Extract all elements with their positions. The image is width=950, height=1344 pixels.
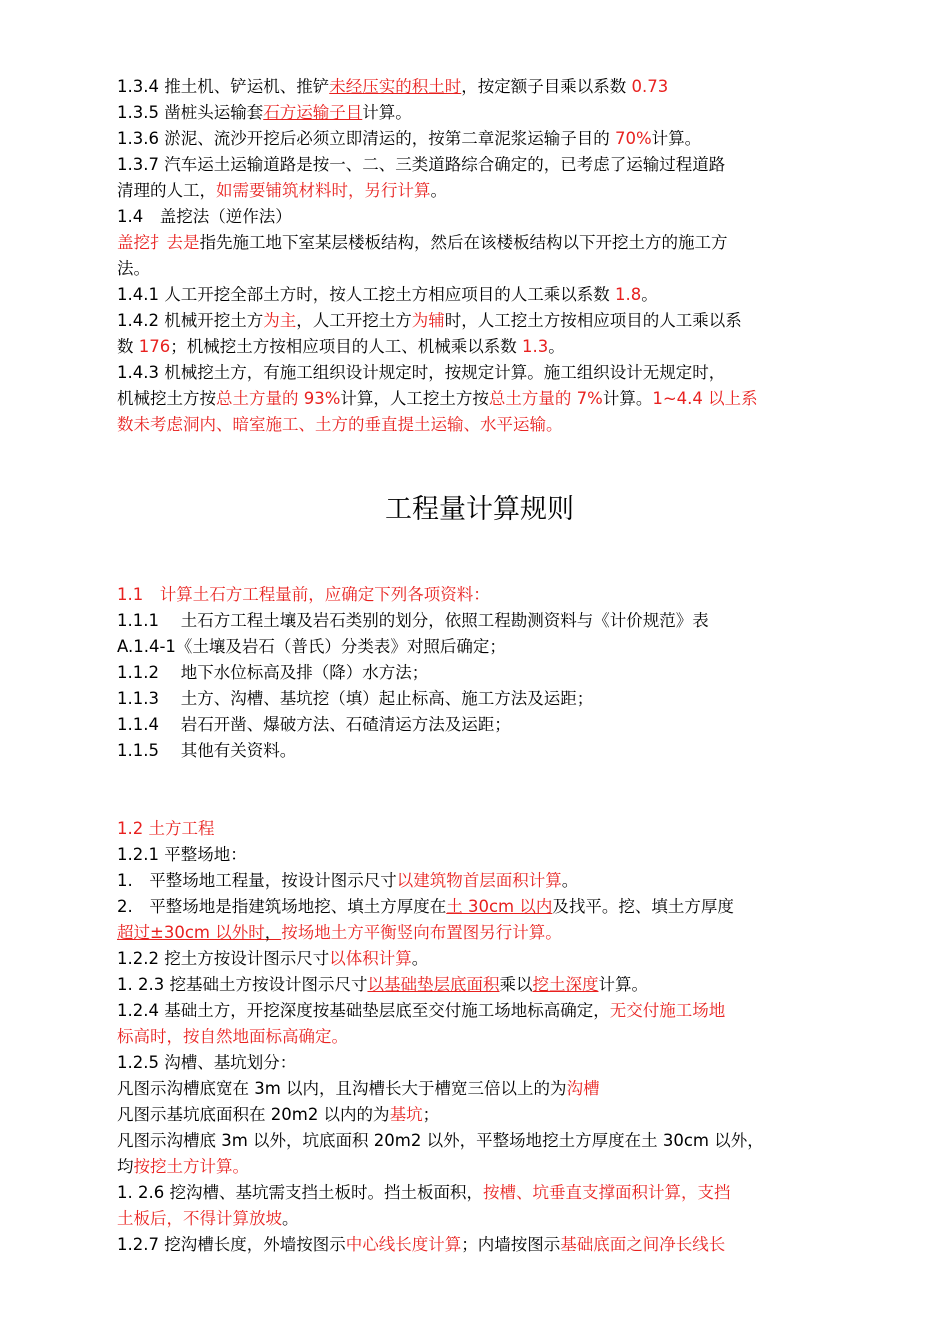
highlighted-text: 石方运输子目	[263, 103, 363, 122]
text-segment: 。	[282, 1209, 299, 1228]
text-segment: 乘以	[499, 975, 533, 994]
text-line	[117, 412, 842, 438]
text-line	[117, 686, 842, 712]
text-segment: ；内墙按图示	[461, 1235, 561, 1254]
text-segment: 数	[117, 337, 139, 356]
text-segment: 1.4.1 人工开挖全部土方时，按人工挖土方相应项目的人工乘以系数	[117, 285, 615, 304]
text-segment: 1.3.7 汽车运土运输道路是按一、二、三类道路综合确定的，已考虑了运输过程道路	[117, 155, 726, 174]
highlighted-text: 基坑	[389, 1105, 423, 1124]
text-segment: 1.1.2 地下水位标高及排（降）水方法；	[117, 663, 429, 682]
text-segment: 均	[117, 1157, 134, 1176]
highlighted-text: 176	[138, 337, 171, 356]
spacer	[117, 764, 842, 816]
text-segment: 1.2.7 挖沟槽长度，外墙按图示	[117, 1235, 346, 1254]
text-segment: 1. 平整场地工程量，按设计图示尺寸	[117, 871, 397, 890]
highlighted-text: 以体积计算	[329, 949, 412, 968]
highlighted-text: 未经压实的积土时	[329, 77, 462, 96]
highlighted-text: 中心线长度计算	[345, 1235, 462, 1254]
text-line	[117, 972, 842, 998]
text-segment: 1.4.2 机械开挖土方	[117, 311, 264, 330]
text-line	[117, 126, 842, 152]
text-segment: 1.3.4 推土机、铲运机、推铲	[117, 77, 330, 96]
text-line	[117, 1024, 842, 1050]
text-segment: 计算。	[362, 103, 412, 122]
text-segment: 计算。	[598, 975, 648, 994]
highlighted-text: 按槽、坑垂直支撑面积计算，支挡	[482, 1183, 731, 1202]
highlighted-text: 1.2 土方工程	[117, 819, 215, 838]
text-segment: 。	[641, 285, 658, 304]
highlighted-text: 1.3	[522, 337, 549, 356]
text-segment: 。	[430, 181, 447, 200]
text-line	[117, 360, 842, 386]
document-page	[117, 74, 842, 1258]
text-segment: ；	[422, 1105, 440, 1124]
text-segment: 。	[561, 871, 579, 890]
text-line	[117, 1076, 842, 1102]
text-line	[117, 920, 842, 946]
text-line	[117, 894, 842, 920]
highlighted-text: 沟槽	[566, 1079, 600, 1098]
highlighted-text: 1.1 计算土石方工程量前，应确定下列各项资料：	[117, 585, 490, 604]
text-line	[117, 816, 842, 842]
highlighted-text: 无交付施工场地	[609, 1001, 726, 1020]
section-title: 工程量计算规则	[385, 494, 574, 525]
text-line	[117, 1050, 842, 1076]
text-segment: 1. 2.3 挖基础土方按设计图示尺寸	[117, 975, 368, 994]
text-line	[117, 1102, 842, 1128]
text-line	[117, 152, 842, 178]
text-segment: ，按定额子目乘以系数	[461, 77, 632, 96]
text-line	[117, 868, 842, 894]
highlighted-text: 1.8	[614, 285, 642, 304]
text-segment: 1.2.5 沟槽、基坑划分：	[117, 1053, 297, 1072]
text-segment: 计算。	[602, 389, 653, 408]
text-line	[117, 634, 842, 660]
text-segment: ，	[264, 923, 282, 942]
highlighted-text: 为主	[263, 311, 297, 330]
text-line	[117, 1154, 842, 1180]
text-line	[117, 230, 842, 256]
text-line	[117, 178, 842, 204]
highlighted-text: 挖土深度	[532, 975, 599, 994]
text-line	[117, 308, 842, 334]
text-segment: 1.1.5 其他有关资料。	[117, 741, 297, 760]
text-line	[117, 712, 842, 738]
text-line	[117, 334, 842, 360]
text-line	[117, 74, 842, 100]
highlighted-text: 如需要铺筑材料时，另行计算	[216, 181, 431, 200]
text-segment: 1.3.6 淤泥、流沙开挖后必须立即清运的，按第二章泥浆运输子目的	[117, 129, 615, 148]
highlighted-text: 土 30cm 以内	[446, 897, 553, 916]
highlighted-text: 70%	[614, 129, 652, 148]
text-line	[117, 660, 842, 686]
highlighted-text: 1~4.4 以上系	[652, 389, 758, 408]
text-line	[117, 582, 842, 608]
text-line	[117, 1180, 842, 1206]
text-segment: 1.1.1 土石方工程土壤及岩石类别的划分，依照工程勘测资料与《计价规范》表	[117, 611, 709, 630]
text-segment: 时，人工挖土方按相应项目的人工乘以系	[444, 311, 742, 330]
text-line	[117, 386, 842, 412]
text-segment: 计算，人工挖土方按	[340, 389, 489, 408]
highlighted-text: 按场地土方平衡竖向布置图另行计算。	[281, 923, 562, 942]
highlighted-text: 盖挖扌去是	[117, 233, 200, 252]
text-segment: 1.4 盖挖法（逆作法）	[117, 207, 292, 226]
spacer	[117, 438, 842, 490]
highlighted-text: 基础底面之间净长线长	[560, 1235, 726, 1254]
highlighted-text: 0.73	[631, 77, 669, 96]
text-segment: 1.2.1 平整场地：	[117, 845, 247, 864]
text-line	[117, 998, 842, 1024]
highlighted-text: 以基础垫层底面积	[367, 975, 500, 994]
text-line	[117, 204, 842, 230]
text-line	[117, 1128, 842, 1154]
highlighted-text: 以建筑物首层面积计算	[396, 871, 562, 890]
highlighted-text: 土板后，不得计算放坡	[117, 1209, 282, 1228]
highlighted-text: 超过±30cm 以外时	[117, 923, 265, 942]
text-segment: ，人工开挖土方	[296, 311, 412, 330]
text-line	[117, 256, 842, 282]
text-line	[117, 1232, 842, 1258]
text-line	[117, 608, 842, 634]
text-segment: 1.2.2 挖土方按设计图示尺寸	[117, 949, 330, 968]
highlighted-text: 数未考虑洞内、暗室施工、土方的垂直提土运输、水平运输。	[117, 415, 563, 434]
text-segment: 1.1.4 岩石开凿、爆破方法、石碴清运方法及运距；	[117, 715, 511, 734]
text-segment: 1.4.3 机械挖土方，有施工组织设计规定时，按规定计算。施工组织设计无规定时，	[117, 363, 726, 382]
text-segment: 指先施工地下室某层楼板结构，然后在该楼板结构以下开挖土方的施工方	[199, 233, 728, 252]
text-segment: 清理的人工，	[117, 181, 216, 200]
text-line	[117, 842, 842, 868]
text-segment: 法。	[117, 259, 150, 278]
text-segment: 1. 2.6 挖沟槽、基坑需支挡土板时。挡土板面积，	[117, 1183, 483, 1202]
text-segment: ；机械挖土方按相应项目的人工、机械乘以系数	[170, 337, 522, 356]
highlighted-text: 总土方量的 7%	[488, 389, 603, 408]
text-line	[117, 946, 842, 972]
text-line	[117, 1206, 842, 1232]
text-segment: A.1.4-1《土壤及岩石（普氏）分类表》对照后确定；	[117, 637, 506, 656]
text-segment: 1.3.5 凿桩头运输套	[117, 103, 264, 122]
text-segment: 凡图示沟槽底 3m 以外，坑底面积 20m2 以外，平整场地挖土方厚度在土 30cm 以外，	[117, 1131, 764, 1150]
text-segment: 。	[548, 337, 565, 356]
text-segment: 2. 平整场地是指建筑场地挖、填土方厚度在	[117, 897, 447, 916]
text-segment: 1.1.3 土方、沟槽、基坑挖（填）起止标高、施工方法及运距；	[117, 689, 594, 708]
text-segment: 凡图示基坑底面积在 20m2 以内的为	[117, 1105, 390, 1124]
highlighted-text: 标高时，按自然地面标高确定。	[117, 1027, 348, 1046]
text-line	[117, 282, 842, 308]
highlighted-text: 为辅	[411, 311, 445, 330]
highlighted-text: 按挖土方计算。	[133, 1157, 249, 1176]
text-segment: 。	[411, 949, 429, 968]
text-segment: 凡图示沟槽底宽在 3m 以内，且沟槽长大于槽宽三倍以上的为	[117, 1079, 567, 1098]
text-line	[117, 100, 842, 126]
text-segment: 1.2.4 基础土方，开挖深度按基础垫层底至交付施工场地标高确定，	[117, 1001, 610, 1020]
text-segment: 及找平。挖、填土方厚度	[552, 897, 734, 916]
text-line	[117, 738, 842, 764]
text-segment: 机械挖土方按	[117, 389, 216, 408]
spacer	[117, 530, 842, 582]
highlighted-text: 总土方量的 93%	[216, 389, 341, 408]
text-segment: 计算。	[651, 129, 702, 148]
